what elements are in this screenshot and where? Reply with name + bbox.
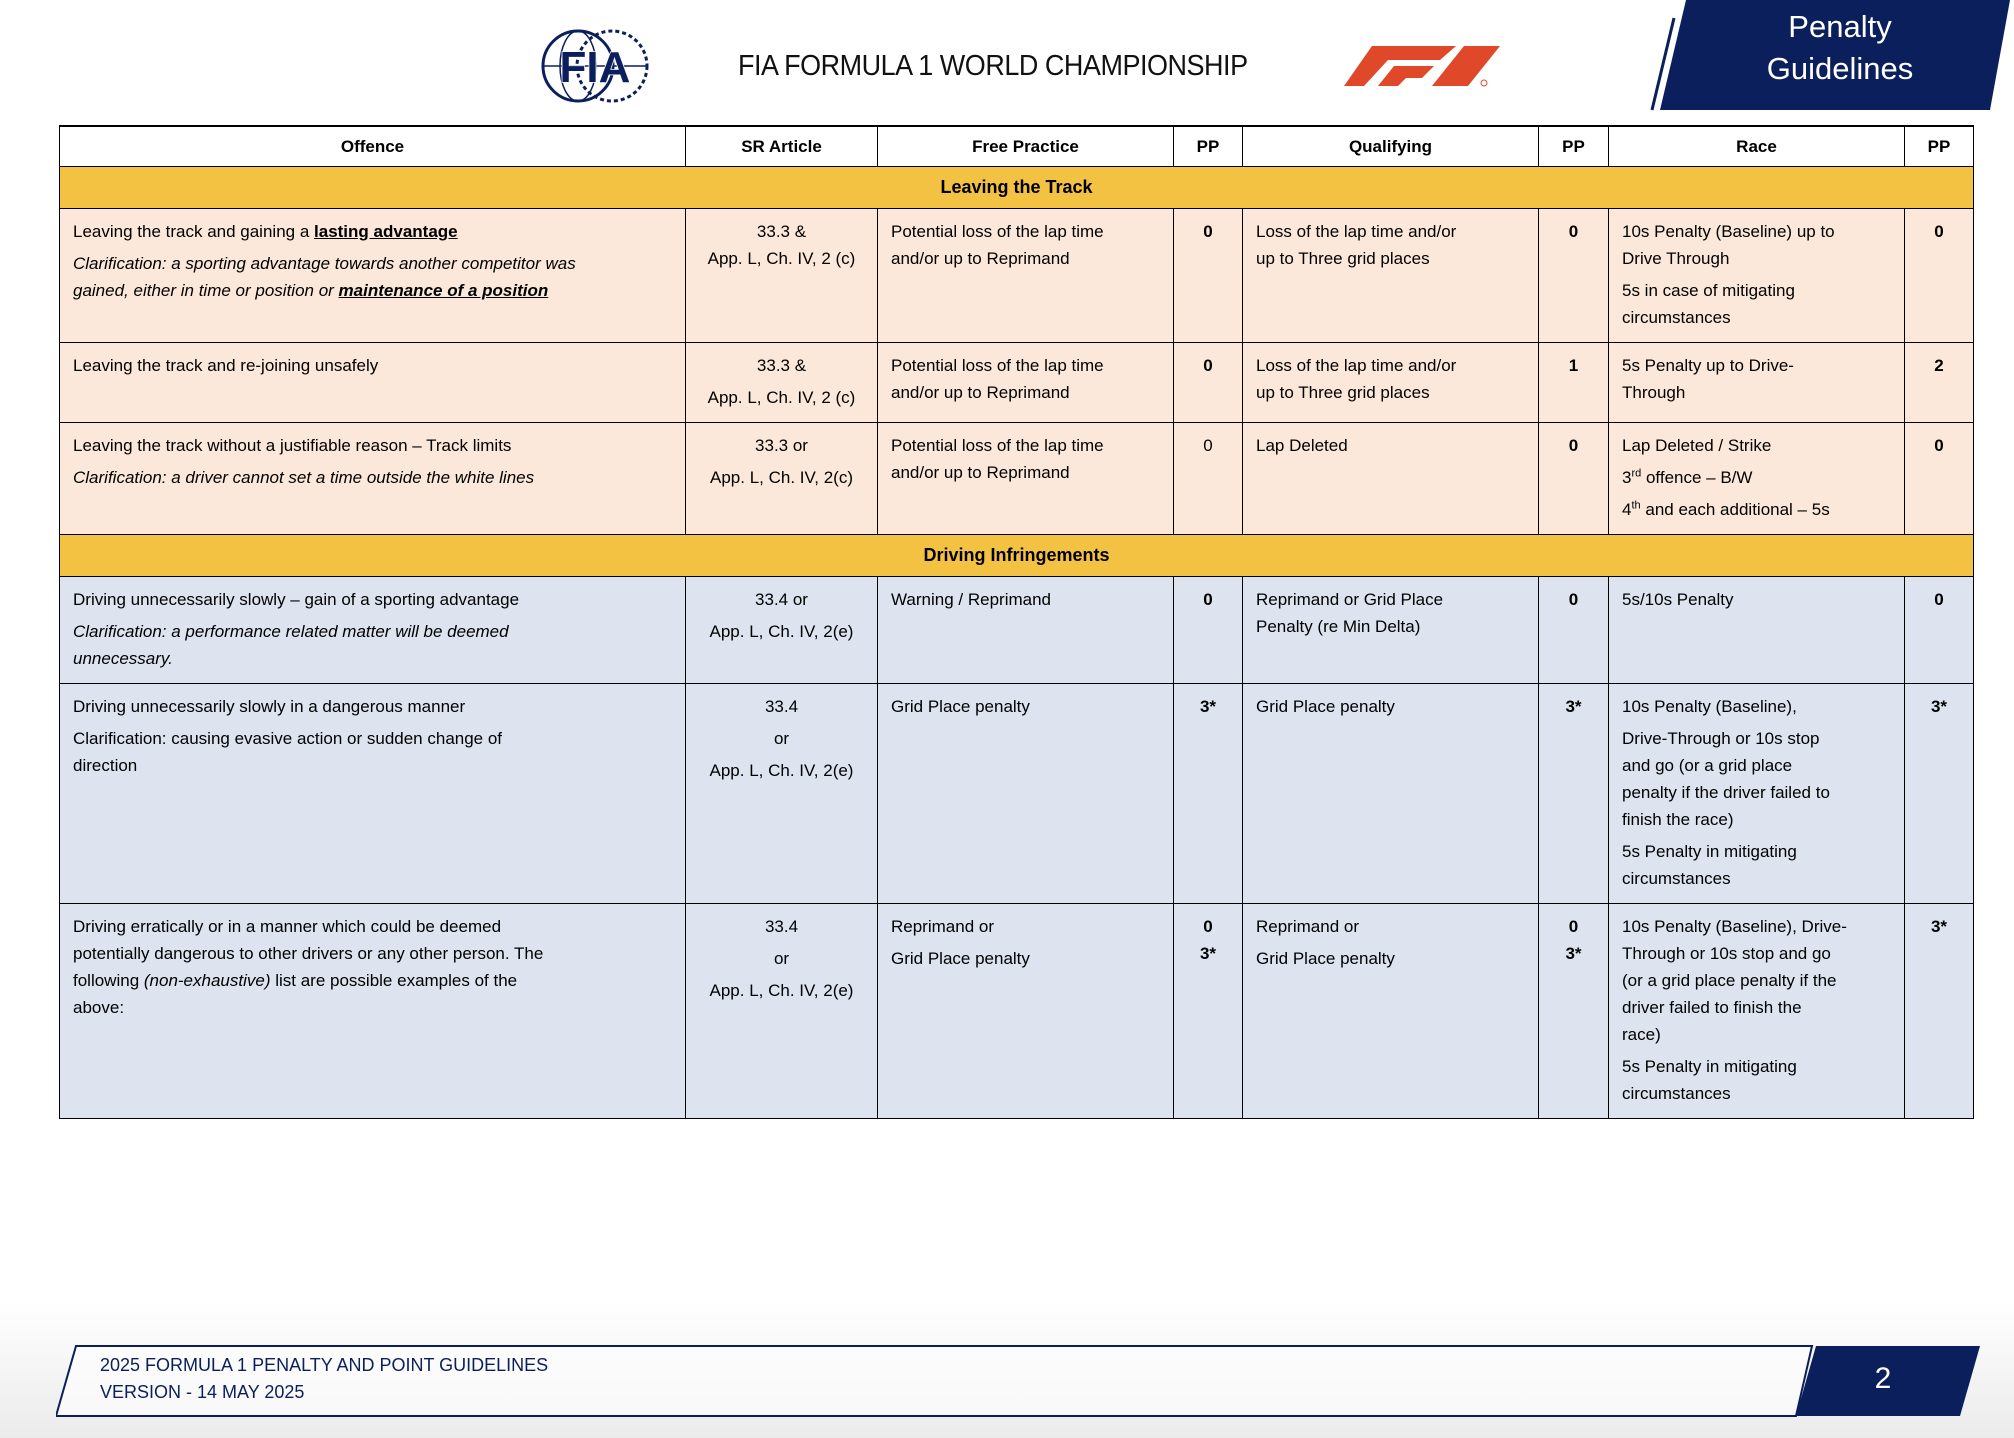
ordinal-suffix: th	[1631, 499, 1641, 512]
qualifying-cell	[1243, 577, 1539, 684]
paragraph	[73, 618, 672, 672]
text-line	[73, 752, 672, 779]
text-segment: Clarification: a driver cannot set a time outside the white lines	[73, 468, 535, 487]
text-segment: unnecessary.	[73, 649, 173, 668]
text-segment: lasting advantage	[314, 222, 458, 241]
paragraph	[699, 693, 864, 720]
text-line: Through	[1622, 383, 1686, 402]
qualifying-cell	[1243, 343, 1539, 423]
qualifying-cell	[1243, 904, 1539, 1119]
penalty-points-value-alt: 3*	[1199, 944, 1217, 963]
offence-cell	[60, 343, 686, 423]
penalty-points-value: 0	[1934, 590, 1944, 609]
race-cell	[1609, 423, 1905, 535]
text-line: 33.4	[764, 917, 799, 936]
text-segment: Clarification: causing evasive action or sudden change of	[73, 729, 503, 748]
paragraph	[73, 218, 672, 245]
free-practice-pp-cell	[1174, 684, 1243, 904]
paragraph	[73, 464, 672, 491]
penalty-points-value: 0	[1203, 590, 1213, 609]
text-line: Loss of the lap time and/or	[1256, 356, 1457, 375]
text-line: App. L, Ch. IV, 2(e)	[709, 981, 854, 1000]
race-pp-cell	[1905, 904, 1974, 1119]
column-header: Race	[1609, 126, 1905, 167]
penalty-points-value: 0	[1934, 436, 1944, 455]
text-segment: Leaving the track without a justifiable reason – Track limits	[73, 436, 512, 455]
penalty-points-value: 3*	[1565, 697, 1582, 716]
text-line: circumstances	[1622, 308, 1731, 327]
paragraph	[891, 693, 1160, 720]
text-line: 5s Penalty in mitigating	[1622, 842, 1797, 861]
text-line	[73, 693, 672, 720]
text-line: race)	[1622, 1025, 1661, 1044]
paragraph	[1256, 693, 1525, 720]
badge-line-2: Guidelines	[1766, 51, 1914, 86]
free-practice-cell	[878, 577, 1174, 684]
qualifying-pp-cell	[1539, 343, 1609, 423]
text-line: Lap Deleted / Strike	[1622, 436, 1772, 455]
paragraph	[73, 693, 672, 720]
penalty-points-value: 2	[1934, 356, 1944, 375]
paragraph	[699, 913, 864, 940]
paragraph	[891, 586, 1160, 613]
text-line	[73, 250, 672, 277]
race-pp-cell	[1905, 577, 1974, 684]
paragraph	[1622, 218, 1891, 272]
text-line: App. L, Ch. IV, 2 (c)	[707, 249, 856, 268]
text-segment: Clarification: a sporting advantage towards another competitor was	[73, 254, 576, 273]
column-header: Offence	[60, 126, 686, 167]
paragraph	[699, 757, 864, 784]
paragraph	[1622, 838, 1891, 892]
text-line: 33.4 or	[755, 590, 808, 609]
free-practice-cell	[878, 209, 1174, 343]
text-line: and/or up to Reprimand	[891, 463, 1070, 482]
paragraph	[891, 218, 1160, 272]
text-segment: 3	[1622, 468, 1632, 487]
text-line	[1622, 496, 1891, 523]
free-practice-cell	[878, 343, 1174, 423]
penalty-points-value: 3*	[1930, 917, 1948, 936]
text-line	[1622, 464, 1891, 491]
text-line: Reprimand or	[891, 917, 994, 936]
race-cell	[1609, 577, 1905, 684]
penalty-points-value: 0	[1568, 917, 1579, 936]
paragraph	[73, 432, 672, 459]
text-line: 33.3 &	[756, 222, 807, 241]
free-practice-pp-cell	[1174, 343, 1243, 423]
text-line: 10s Penalty (Baseline) up to	[1622, 222, 1835, 241]
text-line: Grid Place penalty	[891, 949, 1030, 968]
free-practice-cell	[878, 423, 1174, 535]
text-line	[73, 994, 672, 1021]
race-cell	[1609, 684, 1905, 904]
text-line: or	[773, 729, 790, 748]
table-row	[60, 904, 1974, 1119]
penalty-points-value: 0	[1568, 436, 1579, 455]
text-line: 5s Penalty up to Drive-	[1622, 356, 1794, 375]
penalty-points-value-alt: 3*	[1565, 944, 1582, 963]
penalty-points-value: 0	[1568, 590, 1579, 609]
text-segment: 4	[1622, 500, 1632, 519]
text-line: up to Three grid places	[1256, 249, 1430, 268]
text-line: and/or up to Reprimand	[891, 383, 1070, 402]
penalty-points-value: 0	[1203, 917, 1213, 936]
paragraph	[699, 464, 864, 491]
text-segment: direction	[73, 756, 138, 775]
penalty-points-value: 0	[1934, 222, 1944, 241]
text-line: Loss of the lap time and/or	[1256, 222, 1457, 241]
page-number: 2	[1874, 1362, 1892, 1395]
paragraph	[1622, 352, 1891, 406]
paragraph	[699, 352, 864, 379]
penalty-points-value: 0	[1203, 436, 1213, 455]
race-pp-cell	[1905, 684, 1974, 904]
text-segment: Driving unnecessarily slowly in a dangerous manner	[73, 697, 466, 716]
text-segment: Leaving the track and gaining a	[73, 222, 315, 241]
section-title: Driving Infringements	[60, 535, 1974, 577]
sr-article-cell	[686, 904, 878, 1119]
text-line	[73, 618, 672, 645]
offence-cell	[60, 209, 686, 343]
column-header: PP	[1539, 126, 1609, 167]
paragraph	[891, 432, 1160, 486]
text-line	[73, 645, 672, 672]
penalty-table	[59, 125, 1974, 1119]
sr-article-cell	[686, 684, 878, 904]
section-band-row	[60, 535, 1974, 577]
paragraph	[1256, 218, 1525, 272]
column-header: Free Practice	[878, 126, 1174, 167]
qualifying-pp-cell	[1539, 684, 1609, 904]
text-line: 33.3 or	[755, 436, 808, 455]
text-segment: offence – B/W	[1641, 468, 1753, 487]
paragraph	[699, 384, 864, 411]
footer-version: VERSION - 14 MAY 2025	[100, 1382, 305, 1402]
text-segment: Driving unnecessarily slowly – gain of a sporting advantage	[73, 590, 520, 609]
paragraph	[699, 945, 864, 972]
text-line: and go (or a grid place	[1622, 756, 1793, 775]
penalty-points-value: 1	[1568, 356, 1579, 375]
free-practice-pp-cell	[1174, 209, 1243, 343]
text-line	[73, 586, 672, 613]
text-line: or	[773, 949, 790, 968]
text-line: penalty if the driver failed to	[1622, 783, 1830, 802]
text-line	[73, 352, 672, 379]
paragraph	[1622, 496, 1891, 523]
text-line	[73, 913, 672, 940]
text-line: 5s/10s Penalty	[1622, 590, 1734, 609]
qualifying-pp-cell	[1539, 209, 1609, 343]
penalty-points-value: 3*	[1199, 697, 1217, 716]
table-row	[60, 684, 1974, 904]
paragraph	[1622, 913, 1891, 1048]
text-line: 10s Penalty (Baseline), Drive-	[1622, 917, 1847, 936]
text-line: and/or up to Reprimand	[891, 249, 1070, 268]
text-line: App. L, Ch. IV, 2(e)	[709, 622, 854, 641]
text-segment: above:	[73, 998, 125, 1017]
sr-article-cell	[686, 577, 878, 684]
paragraph	[699, 432, 864, 459]
qualifying-pp-cell	[1539, 904, 1609, 1119]
text-line: Penalty (re Min Delta)	[1256, 617, 1421, 636]
text-line: circumstances	[1622, 1084, 1731, 1103]
qualifying-pp-cell	[1539, 423, 1609, 535]
penalty-points-value: 3*	[1930, 697, 1948, 716]
offence-cell	[60, 423, 686, 535]
qualifying-pp-cell	[1539, 577, 1609, 684]
text-line	[73, 218, 672, 245]
text-segment: (non-exhaustive)	[143, 971, 271, 990]
text-segment: Leaving the track and re-joining unsafely	[73, 356, 379, 375]
text-segment: and each additional – 5s	[1640, 500, 1830, 519]
table-row	[60, 423, 1974, 535]
paragraph	[1622, 277, 1891, 331]
penalty-points-value: 0	[1568, 222, 1579, 241]
text-line: (or a grid place penalty if the	[1622, 971, 1837, 990]
qualifying-cell	[1243, 423, 1539, 535]
text-line	[73, 464, 672, 491]
text-line: up to Three grid places	[1256, 383, 1430, 402]
offence-cell	[60, 904, 686, 1119]
text-line	[73, 432, 672, 459]
text-line	[73, 967, 672, 994]
free-practice-pp-cell	[1174, 577, 1243, 684]
text-line: 33.3 &	[756, 356, 807, 375]
paragraph	[1256, 432, 1525, 459]
section-band-row	[60, 167, 1974, 209]
penalty-points-value: 0	[1203, 222, 1213, 241]
paragraph	[73, 913, 672, 1021]
column-header: Qualifying	[1243, 126, 1539, 167]
text-segment: Driving erratically or in a manner which could be deemed	[73, 917, 502, 936]
race-cell	[1609, 209, 1905, 343]
text-segment: gained, either in time or position or	[73, 281, 339, 300]
badge-line-1: Penalty	[1788, 9, 1892, 44]
text-line	[73, 725, 672, 752]
table-row	[60, 209, 1974, 343]
text-line: Drive Through	[1622, 249, 1730, 268]
paragraph	[1622, 432, 1891, 459]
text-line: 10s Penalty (Baseline),	[1622, 697, 1797, 716]
text-line: Potential loss of the lap time	[891, 222, 1104, 241]
paragraph	[1622, 586, 1891, 613]
text-line: Potential loss of the lap time	[891, 356, 1104, 375]
text-line: driver failed to finish the	[1622, 998, 1802, 1017]
paragraph	[73, 586, 672, 613]
text-line: finish the race)	[1622, 810, 1734, 829]
badge-text	[1690, 6, 1990, 90]
paragraph	[699, 218, 864, 272]
text-line: Potential loss of the lap time	[891, 436, 1104, 455]
fia-logo	[540, 28, 650, 104]
text-line: Reprimand or Grid Place	[1256, 590, 1444, 609]
qualifying-cell	[1243, 209, 1539, 343]
text-line: App. L, Ch. IV, 2(e)	[709, 761, 854, 780]
text-line: App. L, Ch. IV, 2 (c)	[707, 388, 856, 407]
column-header: PP	[1174, 126, 1243, 167]
text-line: App. L, Ch. IV, 2(c)	[710, 468, 853, 487]
text-line	[73, 940, 672, 967]
text-segment: following	[73, 971, 144, 990]
championship-title: FIA FORMULA 1 WORLD CHAMPIONSHIP	[738, 50, 1248, 82]
table-row	[60, 343, 1974, 423]
text-line: Reprimand or	[1256, 917, 1359, 936]
free-practice-pp-cell	[1174, 904, 1243, 1119]
table-header-row	[60, 126, 1974, 167]
paragraph	[1256, 586, 1525, 640]
text-line: Grid Place penalty	[891, 697, 1030, 716]
race-pp-cell	[1905, 423, 1974, 535]
paragraph	[1622, 1053, 1891, 1107]
paragraph	[891, 913, 1160, 940]
text-line	[73, 277, 672, 304]
paragraph	[699, 977, 864, 1004]
sr-article-cell	[686, 343, 878, 423]
text-line: Lap Deleted	[1256, 436, 1348, 455]
text-segment: list are possible examples of the	[270, 971, 518, 990]
section-title: Leaving the Track	[60, 167, 1974, 209]
text-line: 5s Penalty in mitigating	[1622, 1057, 1797, 1076]
paragraph	[1622, 693, 1891, 720]
paragraph	[1256, 945, 1525, 972]
column-header: PP	[1905, 126, 1974, 167]
free-practice-cell	[878, 684, 1174, 904]
offence-cell	[60, 684, 686, 904]
paragraph	[699, 586, 864, 613]
free-practice-pp-cell	[1174, 423, 1243, 535]
paragraph	[73, 352, 672, 379]
paragraph	[73, 725, 672, 779]
race-pp-cell	[1905, 343, 1974, 423]
text-segment: Clarification: a performance related matter will be deemed	[73, 622, 509, 641]
text-line: 5s in case of mitigating	[1622, 281, 1795, 300]
race-cell	[1609, 904, 1905, 1119]
text-line: 33.4	[764, 697, 799, 716]
free-practice-cell	[878, 904, 1174, 1119]
ordinal-suffix: rd	[1631, 467, 1642, 480]
race-cell	[1609, 343, 1905, 423]
paragraph	[1622, 464, 1891, 491]
sr-article-cell	[686, 423, 878, 535]
text-line: circumstances	[1622, 869, 1731, 888]
paragraph	[73, 250, 672, 304]
text-line: Warning / Reprimand	[891, 590, 1051, 609]
paragraph	[891, 945, 1160, 972]
race-pp-cell	[1905, 209, 1974, 343]
text-line: Grid Place penalty	[1256, 949, 1395, 968]
paragraph	[699, 725, 864, 752]
paragraph	[699, 618, 864, 645]
text-segment: potentially dangerous to other drivers or any other person. The	[73, 944, 544, 963]
offence-cell	[60, 577, 686, 684]
text-segment: maintenance of a position	[338, 281, 549, 300]
qualifying-cell	[1243, 684, 1539, 904]
table-row	[60, 577, 1974, 684]
svg-text:FIA: FIA	[559, 43, 631, 92]
column-header: SR Article	[686, 126, 878, 167]
text-line: Drive-Through or 10s stop	[1622, 729, 1820, 748]
paragraph	[1622, 725, 1891, 833]
paragraph	[891, 352, 1160, 406]
text-line: Through or 10s stop and go	[1622, 944, 1831, 963]
sr-article-cell	[686, 209, 878, 343]
penalty-points-value: 0	[1203, 356, 1213, 375]
paragraph	[1256, 913, 1525, 940]
paragraph	[1256, 352, 1525, 406]
f1-logo	[1344, 44, 1504, 88]
text-line: Grid Place penalty	[1256, 697, 1395, 716]
footer-document-title: 2025 FORMULA 1 PENALTY AND POINT GUIDELINES	[100, 1355, 549, 1375]
